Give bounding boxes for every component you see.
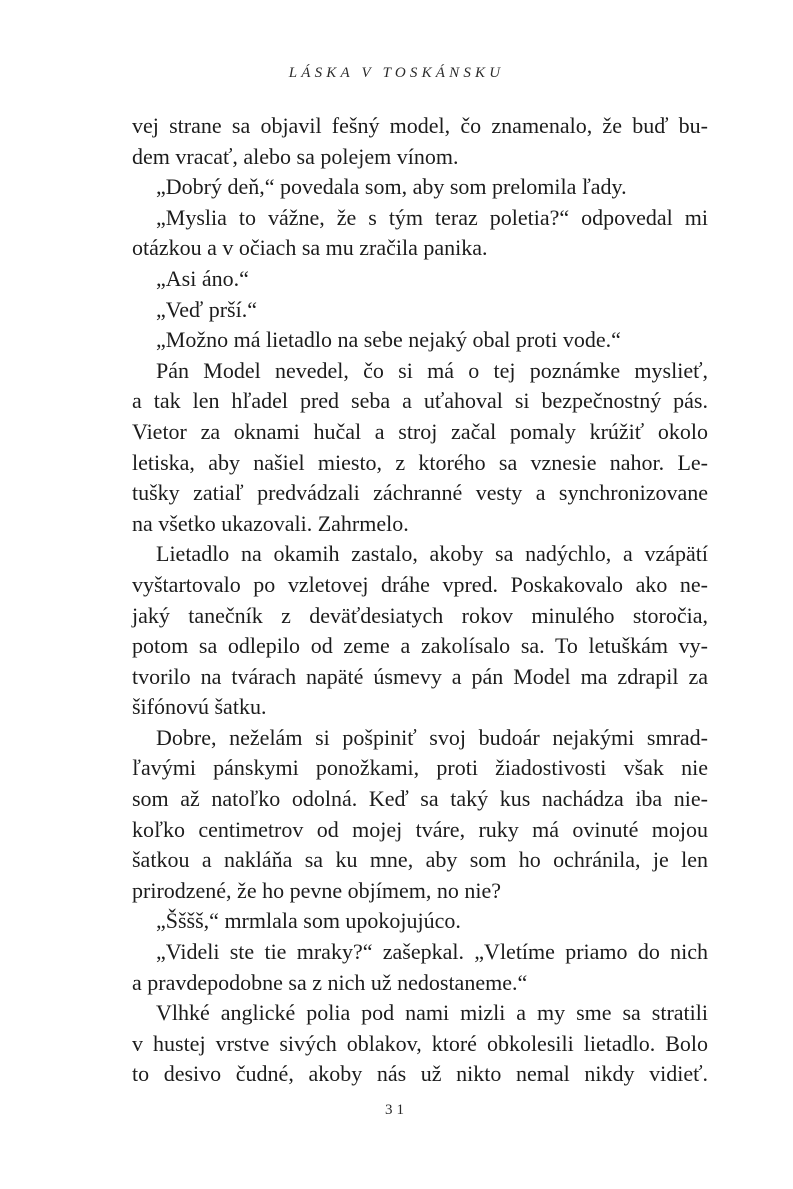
text-line: a tak len hľadel pred seba a uťahoval si bezpečnostný pás.: [132, 388, 708, 414]
text-line: „Asi áno.“: [156, 265, 249, 291]
text-line: šifónovú šatku.: [132, 694, 267, 720]
text-line: Vlhké anglické polia pod nami mizli a my sme sa stratili: [156, 1000, 708, 1026]
text-line: letiska, aby našiel miesto, z ktorého sa vznesie nahor. Le-: [132, 449, 708, 475]
text-line: „Možno má lietadlo na sebe nejaký obal proti vode.“: [156, 327, 621, 353]
text-line: Dobre, neželám si pošpiniť svoj budoár nejakými smrad-: [156, 724, 708, 750]
page-number: 31: [385, 1102, 408, 1118]
text-line: šatkou a nakláňa sa ku mne, aby som ho ochránila, je len: [132, 847, 708, 873]
text-line: otázkou a v očiach sa mu zračila panika.: [132, 235, 488, 261]
text-line: koľko centimetrov od mojej tváre, ruky má ovinuté mojou: [132, 816, 708, 842]
text-line: Vietor za oknami hučal a stroj začal pomaly krúžiť okolo: [132, 418, 708, 444]
text-line: „Myslia to vážne, že s tým teraz poletia?“ odpovedal mi: [156, 204, 708, 230]
text-line: jaký tanečník z deväťdesiatych rokov minulého storočia,: [132, 602, 708, 628]
text-line: potom sa odlepilo od zeme a zakolísalo sa. To letuškám vy-: [132, 633, 708, 659]
text-line: vej strane sa objavil fešný model, čo znamenalo, že buď bu-: [132, 113, 708, 138]
text-line: „Videli ste tie mraky?“ zašepkal. „Vletíme priamo do nich: [156, 939, 708, 965]
text-line: to desivo čudné, akoby nás už nikto nemal nikdy vidieť.: [132, 1061, 708, 1087]
text-line: tušky zatiaľ predvádzali záchranné vesty a synchronizovane: [132, 480, 708, 506]
text-line: som až natoľko odolná. Keď sa taký kus nachádza iba nie-: [132, 786, 708, 812]
text-line: prirodzené, že ho pevne objímem, no nie?: [132, 877, 501, 903]
text-line: vyštartovalo po vzletovej dráhe vpred. Poskakovalo ako ne-: [132, 571, 708, 597]
text-line: „Šššš,“ mrmlala som upokojujúco.: [156, 908, 461, 934]
running-head: LÁSKA V TOSKÁNSKU: [288, 65, 505, 81]
text-line: dem vracať, alebo sa polejem vínom.: [132, 143, 459, 169]
text-line: na všetko ukazovali. Zahrmelo.: [132, 510, 409, 536]
text-line: „Veď prší.“: [156, 296, 257, 322]
text-line: Lietadlo na okamih zastalo, akoby sa nadýchlo, a vzápätí: [156, 541, 708, 567]
text-line: „Dobrý deň,“ povedala som, aby som prelomila ľady.: [156, 174, 627, 200]
text-line: Pán Model nevedel, čo si má o tej poznámke myslieť,: [156, 357, 708, 383]
text-line: a pravdepodobne sa z nich už nedostaneme.“: [132, 969, 528, 995]
text-line: ľavými pánskymi ponožkami, proti žiadostivosti však nie: [132, 755, 708, 781]
body-text: [132, 111, 708, 1090]
text-line: v hustej vrstve sivých oblakov, ktoré obkolesili lietadlo. Bolo: [132, 1030, 708, 1056]
text-line: tvorilo na tvárach napäté úsmevy a pán Model ma zdrapil za: [132, 663, 708, 689]
